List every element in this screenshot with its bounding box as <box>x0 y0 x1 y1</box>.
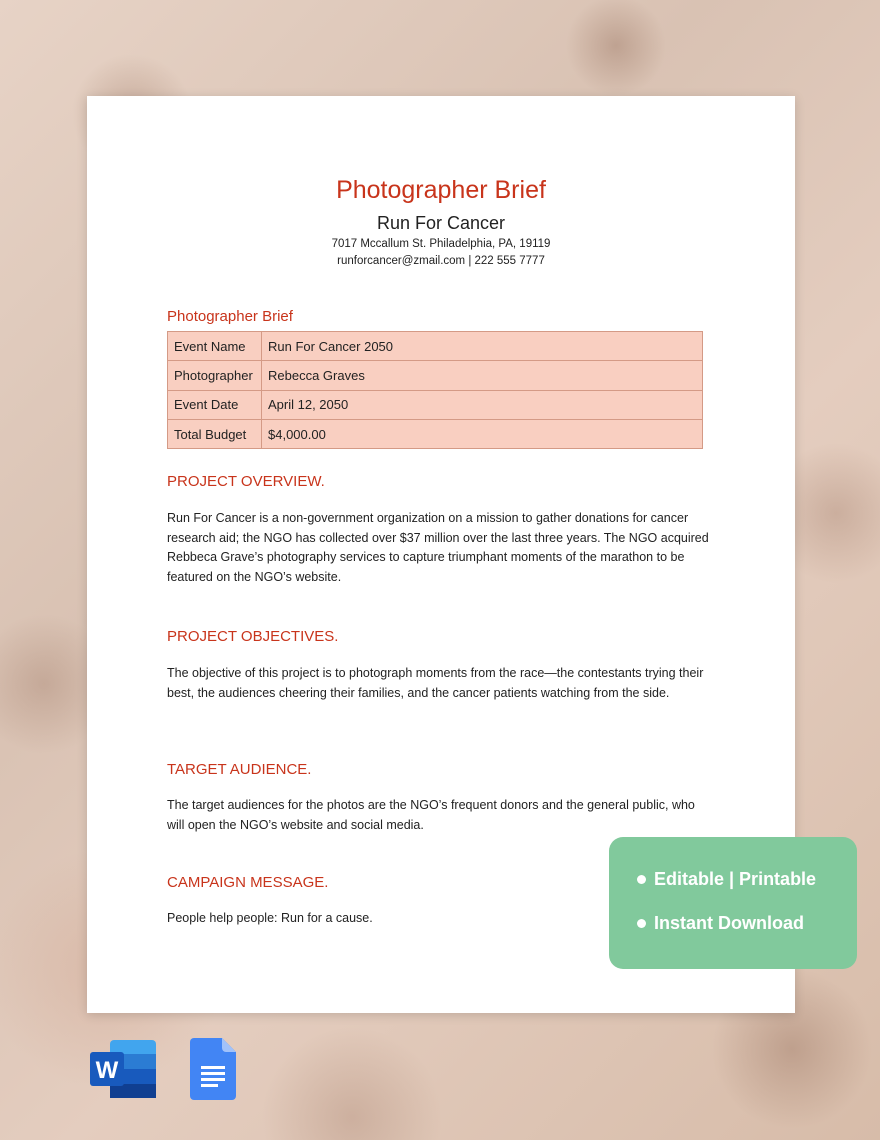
table-value: $4,000.00 <box>262 419 703 448</box>
organization-name: Run For Cancer <box>376 213 506 233</box>
target-audience-body: The target audiences for the photos are the NGO’s frequent donors and the general public, who will open the NGO’s website and social media. <box>167 798 695 832</box>
table-row <box>168 332 703 361</box>
table-label: Event Name <box>168 332 262 361</box>
organization-address: 7017 Mccallum St. Philadelphia, PA, 19119 <box>331 238 551 250</box>
badge-item <box>637 869 816 890</box>
bullet-icon <box>637 875 646 884</box>
badge-item <box>637 913 804 934</box>
table-row <box>168 361 703 390</box>
brief-section-title: Photographer Brief <box>167 308 293 325</box>
badge-item-label: Instant Download <box>654 913 804 933</box>
google-docs-icon[interactable] <box>190 1038 236 1100</box>
table-value: Rebecca Graves <box>262 361 703 390</box>
table-value: Run For Cancer 2050 <box>262 332 703 361</box>
table-value: April 12, 2050 <box>262 390 703 419</box>
badge-item-label: Editable | Printable <box>654 869 817 889</box>
table-label: Photographer <box>168 361 262 390</box>
project-objectives-heading: PROJECT OBJECTIVES. <box>167 628 339 645</box>
table-row <box>168 390 703 419</box>
brief-details-table <box>167 331 703 449</box>
word-icon[interactable] <box>88 1038 158 1100</box>
features-badge <box>609 837 857 969</box>
project-overview-heading: PROJECT OVERVIEW. <box>167 473 325 490</box>
campaign-message-heading: CAMPAIGN MESSAGE. <box>167 874 329 891</box>
table-label: Total Budget <box>168 419 262 448</box>
campaign-message-body: People help people: Run for a cause. <box>167 911 373 925</box>
table-row <box>168 419 703 448</box>
bullet-icon <box>637 919 646 928</box>
organization-contact: runforcancer@zmail.com | 222 555 7777 <box>337 255 545 267</box>
table-label: Event Date <box>168 390 262 419</box>
word-icon-letter: W <box>95 1057 119 1084</box>
document-title: Photographer Brief <box>336 176 546 204</box>
project-overview-body: Run For Cancer is a non-government organization on a mission to gather donations for cancer research aid; the NGO has collected over $37 million over the last three years. The NGO acquired Rebbeca Grave’s photography services to capture triumphant moments of the marathon to be featured on the NGO’s website. <box>167 511 709 585</box>
project-objectives-body: The objective of this project is to photograph moments from the race—the contestants trying their best, the audiences cheering their families, and the cancer patients watching from the side. <box>167 666 704 700</box>
target-audience-heading: TARGET AUDIENCE. <box>167 761 312 778</box>
